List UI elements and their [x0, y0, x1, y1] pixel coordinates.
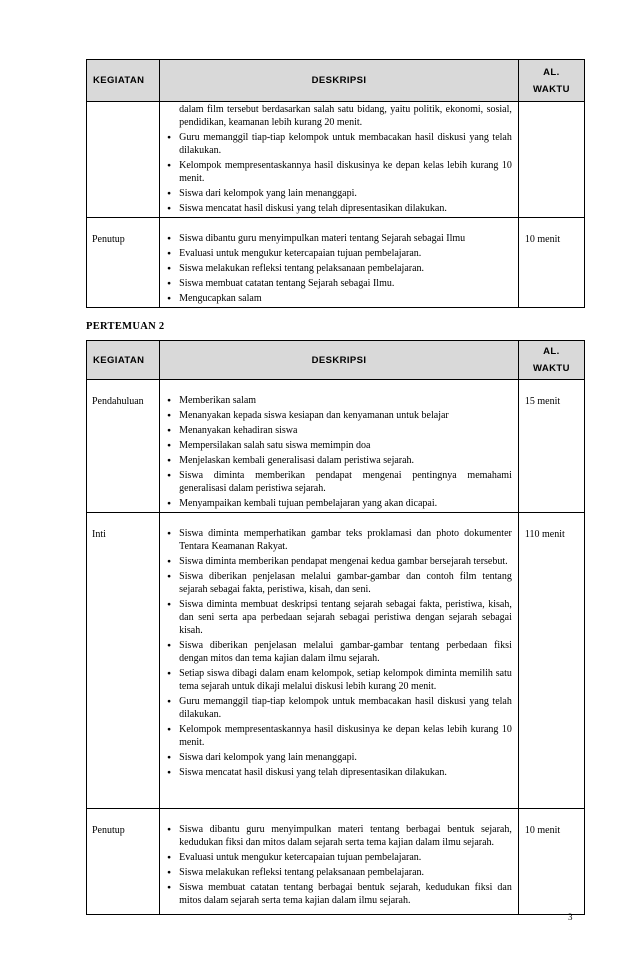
list-item: ● Siswa diminta memperhatikan gambar teks proklamasi dan photo dokumenter Tentara Keamanan Rakyat.	[160, 527, 518, 553]
list-item: ● Guru memanggil tiap-tiap kelompok untuk membacakan hasil diskusi yang telah dilakukan.	[160, 695, 518, 721]
list-item: ● Menyampaikan kembali tujuan pembelajaran yang akan dicapai.	[160, 497, 518, 510]
header-deskripsi: DESKRIPSI	[160, 341, 519, 380]
table-row-pendahuluan	[87, 380, 585, 513]
row-description-pendahuluan	[160, 380, 519, 513]
row-time-penutup: 10 menit	[518, 809, 584, 915]
row-time	[518, 102, 584, 218]
row-label-penutup: Penutup	[87, 218, 160, 308]
header-kegiatan: KEGIATAN	[87, 60, 160, 102]
row-description	[160, 102, 519, 218]
list-item: ● Mempersilakan salah satu siswa memimpin doa	[160, 439, 518, 452]
table-header-row	[87, 60, 585, 102]
table-row-penutup	[87, 218, 585, 308]
list-item: ● Setiap siswa dibagi dalam enam kelompok, setiap kelompok diminta memilih satu tema sejarah untuk dikaji melalui diskusi lebih kurang 20 menit.	[160, 667, 518, 693]
list-item: ● Menanyakan kepada siswa kesiapan dan kenyamanan untuk belajar	[160, 409, 518, 422]
list-item: ● Menanyakan kehadiran siswa	[160, 424, 518, 437]
table-row-penutup	[87, 809, 585, 915]
list-item: ● Siswa mencatat hasil diskusi yang telah dipresentasikan dilakukan.	[160, 202, 518, 215]
list-item: ● Siswa dari kelompok yang lain menanggapi.	[160, 187, 518, 200]
list-item: ● Guru memanggil tiap-tiap kelompok untuk membacakan hasil diskusi yang telah dilakukan.	[160, 131, 518, 157]
activity-table-1	[86, 59, 585, 308]
description-list	[160, 103, 518, 215]
row-label-inti: Inti	[87, 513, 160, 809]
list-item: ● Kelompok mempresentaskannya hasil diskusinya ke depan kelas lebih kurang 10 menit.	[160, 159, 518, 185]
list-item: ● Menjelaskan kembali generalisasi dalam peristiwa sejarah.	[160, 454, 518, 467]
table-header-row	[87, 341, 585, 380]
description-list	[160, 232, 518, 305]
header-deskripsi: DESKRIPSI	[160, 60, 519, 102]
section-heading-pertemuan-2: PERTEMUAN 2	[86, 321, 165, 332]
list-item: ● Evaluasi untuk mengukur ketercapaian tujuan pembelajaran.	[160, 851, 518, 864]
table-row-inti	[87, 513, 585, 809]
list-item: ● Siswa diminta membuat deskripsi tentang sejarah sebagai fakta, peristiwa, kisah, dan seni serta apa perbedaan sejarah sebagai peristiwa dengan sejarah sebagai kisah.	[160, 598, 518, 637]
list-item: ● Kelompok mempresentaskannya hasil diskusinya ke depan kelas lebih kurang 10 menit.	[160, 723, 518, 749]
row-description-inti	[160, 513, 519, 809]
description-list	[160, 527, 518, 779]
list-item: ● Siswa diminta memberikan pendapat mengenai pentingnya memahami generalisasi dalam peristiwa sejarah.	[160, 469, 518, 495]
list-item: ● Siswa mencatat hasil diskusi yang telah dipresentasikan dilakukan.	[160, 766, 518, 779]
page-number: 3	[568, 912, 573, 922]
description-list	[160, 394, 518, 510]
row-time-pendahuluan: 15 menit	[518, 380, 584, 513]
row-description-penutup	[160, 809, 519, 915]
header-waktu	[518, 341, 584, 380]
list-item: ● Siswa dibantu guru menyimpulkan materi tentang berbagai bentuk sejarah, kedudukan fiksi dan mitos dalam sejarah serta tema kajian dalam ilmu sejarah.	[160, 823, 518, 849]
list-item: dalam film tersebut berdasarkan salah satu bidang, yaitu politik, ekonomi, sosial, pendidikan, keamanan lebih kurang 20 menit.	[179, 104, 512, 128]
header-waktu-line2: WAKTU	[533, 363, 570, 374]
activity-table-2	[86, 340, 585, 915]
list-item: ● Siswa dibantu guru menyimpulkan materi tentang Sejarah sebagai Ilmu	[160, 232, 518, 245]
header-kegiatan: KEGIATAN	[87, 341, 160, 380]
list-item: ● Siswa dari kelompok yang lain menanggapi.	[160, 751, 518, 764]
list-item: ● Siswa melakukan refleksi tentang pelaksanaan pembelajaran.	[160, 866, 518, 879]
list-item: ● Siswa membuat catatan tentang Sejarah sebagai Ilmu.	[160, 277, 518, 290]
header-waktu-line2: WAKTU	[533, 83, 570, 95]
list-item: ● Siswa diminta memberikan pendapat mengenai kedua gambar bersejarah tersebut.	[160, 555, 518, 568]
list-item: ● Evaluasi untuk mengukur ketercapaian tujuan pembelajaran.	[160, 247, 518, 260]
header-waktu-line1: AL.	[543, 346, 560, 357]
list-item: ● Siswa diberikan penjelasan melalui gambar-gambar tentang perbedaan fiksi dengan mitos dan tema kajian dalam ilmu sejarah.	[160, 639, 518, 665]
row-time-inti: 110 menit	[518, 513, 584, 809]
list-item: ● Mengucapkan salam	[160, 292, 518, 305]
header-waktu-line1: AL.	[543, 66, 560, 78]
description-list	[160, 823, 518, 907]
list-item: ● Siswa melakukan refleksi tentang pelaksanaan pembelajaran.	[160, 262, 518, 275]
row-label-pendahuluan: Pendahuluan	[87, 380, 160, 513]
row-time-penutup: 10 menit	[518, 218, 584, 308]
row-description-penutup	[160, 218, 519, 308]
header-waktu	[518, 60, 584, 102]
list-item: ● Memberikan salam	[160, 394, 518, 407]
list-item: ● Siswa membuat catatan tentang berbagai bentuk sejarah, kedudukan fiksi dan mitos dalam sejarah serta tema kajian dalam ilmu sejarah.	[160, 881, 518, 907]
list-item: ● Siswa diberikan penjelasan melalui gambar-gambar dan contoh film tentang sejarah sebagai fakta, peristiwa, kisah, dan seni.	[160, 570, 518, 596]
table-row-continued	[87, 102, 585, 218]
row-label	[87, 102, 160, 218]
row-label-penutup: Penutup	[87, 809, 160, 915]
